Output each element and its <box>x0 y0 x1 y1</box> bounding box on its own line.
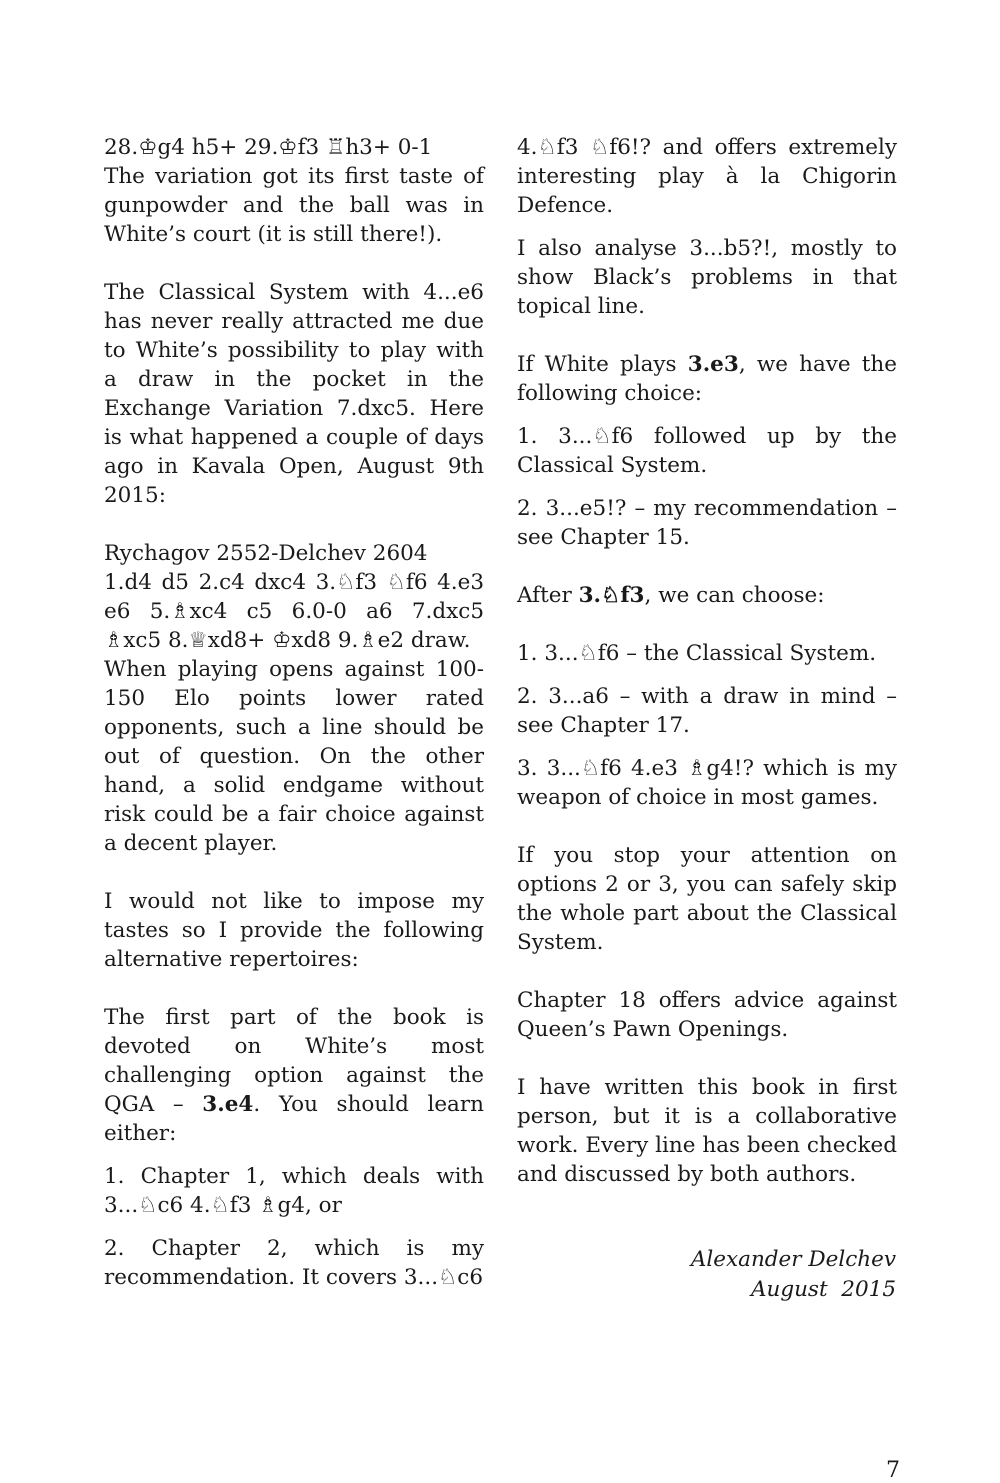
paragraph-e3: If White plays 3.e3, we have the following choice: <box>517 352 897 406</box>
paragraph-tastes: I would not like to impose my tastes so I provide the following alternative repertoires: <box>104 889 484 972</box>
signature-author: Alexander Delchev <box>690 1247 896 1272</box>
paragraph-classical-system: The Classical System with 4...e6 has never really attracted me due to White’s possibility to play with a draw in the pocket in the Exchange Variation 7.dxc5. Here is what happened a couple of days ago in Kavala Open, August 9th 2015: <box>104 280 484 508</box>
paragraph-b5: I also analyse 3...b5?!, mostly to show Black’s problems in that topical line. <box>517 236 897 319</box>
paragraph-first-part: The first part of the book is devoted on White’s most challenging option against the QGA – 3.e4. You should learn either: <box>104 1005 485 1146</box>
move-3e3: 3.e3 <box>687 352 739 377</box>
left-column <box>104 133 484 1292</box>
game-header: Rychagov 2552-Delchev 2604 <box>104 541 428 566</box>
paragraph-nf3: After 3.♘f3, we can choose: <box>517 583 825 608</box>
list-item-nf3-option-1: 1. 3...♘f6 – the Classical System. <box>517 641 877 666</box>
move-3nf3: 3.♘f3 <box>578 583 645 608</box>
paragraph-skip: If you stop your attention on options 2 or 3, you can safely skip the whole part about the Classical System. <box>517 843 897 955</box>
move-3e4: 3.e4 <box>202 1092 254 1117</box>
list-item-nf3-option-3: 3. 3...♘f6 4.e3 ♗g4!? which is my weapon of choice in most games. <box>517 756 897 810</box>
list-item-chapter-2: 2. Chapter 2, which is my recommendation. It covers 3...♘c6 <box>104 1236 484 1290</box>
paragraph-first-person: I have written this book in first person, but it is a collaborative work. Every line has been checked and discussed by both authors. <box>517 1075 897 1187</box>
paragraph-chigorin: 4.♘f3 ♘f6!? and offers extremely interesting play à la Chigorin Defence. <box>517 135 897 218</box>
game-moves: 1.d4 d5 2.c4 dxc4 3.♘f3 ♘f6 4.e3 e6 5.♗xc4 c5 6.0-0 a6 7.dxc5 ♗xc5 8.♕xd8+ ♔xd8 9.♗e2 draw. <box>104 570 484 653</box>
list-item-e3-option-1: 1. 3...♘f6 followed up by the Classical System. <box>517 424 897 478</box>
signature-date: August 2015 <box>750 1277 896 1302</box>
list-item-e3-option-2: 2. 3...e5!? – my recommendation – see Chapter 15. <box>517 496 897 550</box>
list-item-chapter-1: 1. Chapter 1, which deals with 3...♘c6 4.♘f3 ♗g4, or <box>104 1164 484 1218</box>
game-end-moves: 28.♔g4 h5+ 29.♔f3 ♖h3+ 0-1 <box>104 135 433 160</box>
right-column <box>517 133 897 1189</box>
paragraph-chapter-18: Chapter 18 offers advice against Queen’s Pawn Openings. <box>517 988 897 1042</box>
page-number: 7 <box>886 1458 900 1483</box>
paragraph-gunpowder: The variation got its first taste of gunpowder and the ball was in White’s court (it is still there!). <box>104 164 484 247</box>
paragraph-opens: When playing opens against 100-150 Elo points lower rated opponents, such a line should be out of question. On the other hand, a solid endgame without risk could be a fair choice against a decent player. <box>104 657 484 856</box>
list-item-nf3-option-2: 2. 3...a6 – with a draw in mind – see Chapter 17. <box>517 684 897 738</box>
signature <box>691 1245 896 1305</box>
